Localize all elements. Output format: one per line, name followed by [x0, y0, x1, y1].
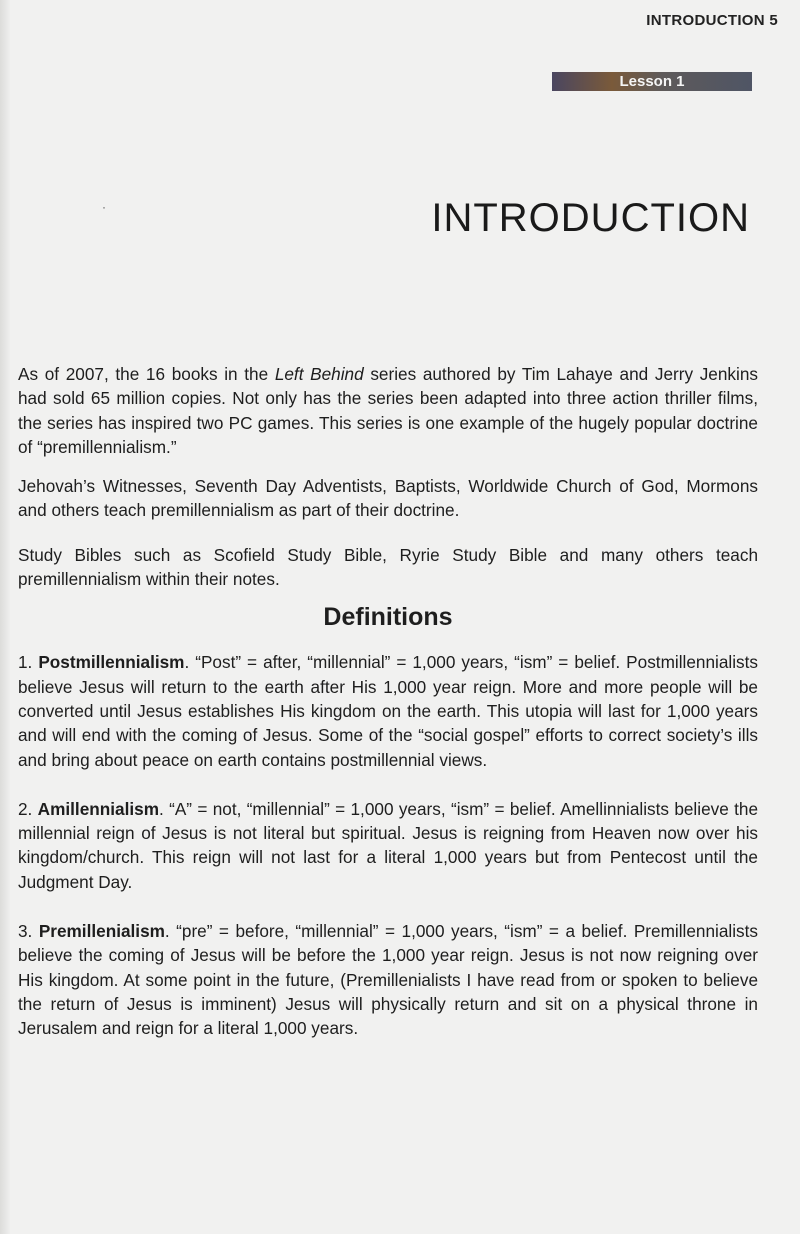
intro-paragraph [18, 362, 758, 459]
stray-dot: · [102, 200, 106, 214]
definitions-heading: Definitions [323, 603, 453, 632]
definition-number: 2. [18, 798, 38, 819]
definition-number: 1. [18, 652, 39, 673]
intro-text-start: As of 2007, the 16 books in the [18, 364, 275, 384]
definition-text: . “A” = not, “millennial” = 1,000 years, “ism” = belief. Amellinnialists believe the millennial reign of Jesus is not literal but spiritual. Jesus is reigning from Heaven now over his kingdom/church. This reign will not last for a literal 1,000 years but from Pentecost until the Judgment Day. [18, 798, 759, 892]
lesson-badge: Lesson 1 [552, 72, 752, 91]
page-edge [0, 0, 10, 1234]
definition-term: Premillenialism [38, 921, 165, 942]
study-bibles-paragraph: Study Bibles such as Scofield Study Bible, Ryrie Study Bible and many others teach premillennialism within their notes. [18, 544, 758, 590]
running-head: INTRODUCTION 5 [646, 12, 778, 29]
body-content [18, 362, 758, 1066]
definition-term: Postmillennialism [38, 652, 185, 673]
definition-item [18, 919, 758, 1040]
page-title: INTRODUCTION [431, 196, 750, 240]
definition-item [18, 797, 758, 894]
definition-text: . “Post” = after, “millennial” = 1,000 years, “ism” = belief. Postmillennialists believe Jesus will return to the earth after His 1,000 year reign. More and more people will be converted until Jesus establishes His kingdom on the earth. This utopia will last for 1,000 years and will end with the coming of Jesus. Some of the “social gospel” efforts to correct society’s ills and bring about peace on earth contains postmillennial views. [18, 652, 758, 770]
definition-number: 3. [18, 921, 39, 942]
definition-item [18, 650, 758, 771]
definition-term: Amillennialism [37, 798, 159, 819]
intro-text-end: series authored by Tim Lahaye and Jerry Jenkins had sold 65 million copies. Not only has the series been adapted into three action thriller films, the series has inspired two PC games. This series is one example of the hugely popular doctrine of “premillennialism.” [18, 364, 758, 457]
book-title: Left Behind [274, 364, 364, 384]
definition-text: . “pre” = before, “millennial” = 1,000 years, “ism” = a belief. Premillennialists believe the coming of Jesus will be before the 1,000 year reign. Jesus is not now reigning over His kingdom. At some point in the future, (Premillenialists I have read from or spoken to believe the return of Jesus is imminent) Jesus will physically return and sit on a physical throne in Jerusalem and reign for a literal 1,000 years. [18, 921, 758, 1039]
denominations-paragraph: Jehovah’s Witnesses, Seventh Day Adventists, Baptists, Worldwide Church of God, Mormons and others teach premillennialism as part of their doctrine. [18, 476, 758, 521]
